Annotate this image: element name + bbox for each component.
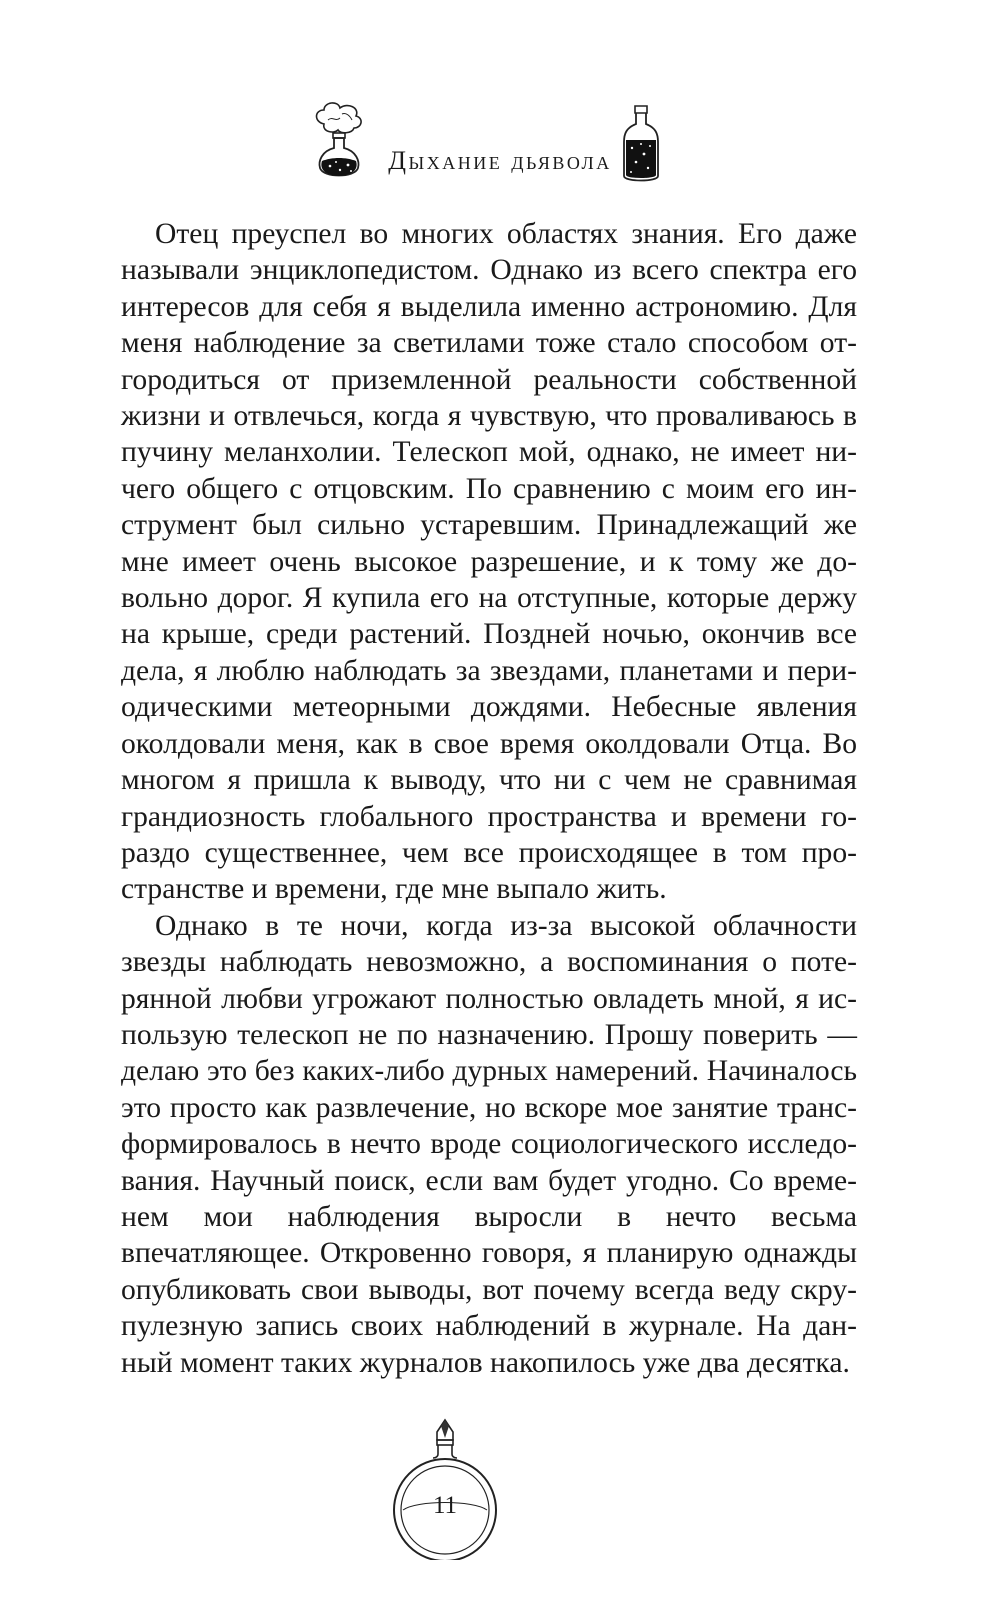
paragraph: Однако в те ночи, когда из-за высокой облачности звезды наблюдать невозможно, а воспоминания о потерянной любви угрожают полностью овладеть мной, я использую телескоп не по назначению. Прошу поверить — делаю это без каких-либо дурных намерений. Начиналось это просто как развлечение, но вскоре мое занятие трансформировалось в нечто вроде социологического исследования. Научный поиск, если вам будет угодно. Со временем мои наблюдения выросли в нечто весьма впечатляющее. Откровенно говоря, я планирую однажды опубликовать свои выводы, вот почему всегда веду скрупулезную запись своих наблюдений в журнале. На данный момент таких журналов накопилось уже два десятка.: [121, 909, 857, 1379]
page-number: 11: [432, 1492, 458, 1519]
book-title: Дыхание дьявола: [388, 146, 612, 175]
round-flask-icon: [385, 1418, 505, 1560]
body-text: [121, 216, 857, 1381]
running-header: [0, 100, 1000, 210]
bottle-icon: [620, 104, 662, 184]
paragraph: Отец преуспел во многих областях знания. Его даже называли энциклопедистом. Однако из всего спектра его интересов для себя я выделила именно астрономию. Для меня наблюдение за светилами тоже стало способом отгородиться от приземленной реальности собственной жизни и отвлечься, когда я чувствую, что проваливаюсь в пучину меланхолии. Телескоп мой, однако, не имеет ничего общего с отцовским. По сравнению с моим его инструмент был сильно устаревшим. Принадлежащий же мне имеет очень высокое разрешение, и к тому же довольно дорог. Я купила его на отступные, которые держу на крыше, среди растений. Поздней ночью, окончив все дела, я люблю наблюдать за звездами, планетами и периодическими метеорными дождями. Небесные явления околдовали меня, как в свое время околдовали Отца. Во многом я пришла к выводу, что ни с чем не сравнимая грандиозность глобального пространства и времени гораздо существеннее, чем все происходящее в том пространстве и времени, где мне выпало жить.: [121, 218, 857, 906]
